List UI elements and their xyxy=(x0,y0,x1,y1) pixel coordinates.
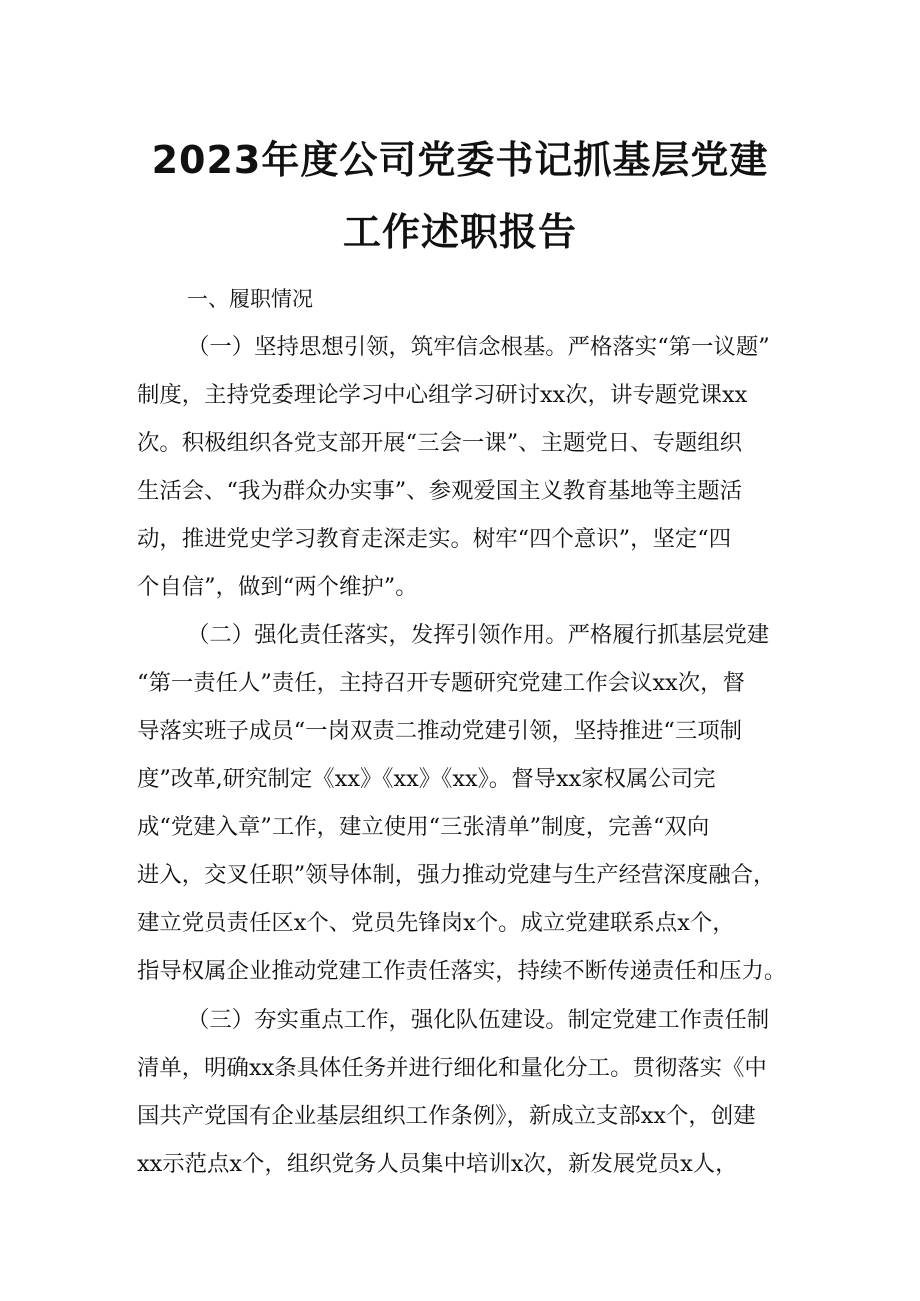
section-heading: 一、履职情况 xyxy=(187,287,313,311)
paragraph-1 xyxy=(137,323,797,611)
paragraph-line: 制度，主持党委理论学习中心组学习研讨xx次，讲专题党课xx xyxy=(137,382,748,408)
paragraph-line: 国共产党国有企业基层组织工作条例》，新成立支部xx个，创建 xyxy=(137,1103,756,1129)
paragraph-line: 生活会、“我为群众办实事”、参观爱国主义教育基地等主题活 xyxy=(137,478,743,504)
paragraph-line: 动，推进党史学习教育走深走实。树牢“四个意识”，坚定“四 xyxy=(137,526,732,552)
paragraph-line: “第一责任人”责任，主持召开专题研究党建工作会议xx次，督 xyxy=(137,670,745,696)
paragraph-line: （二）强化责任落实，发挥引领作用。严格履行抓基层党建 xyxy=(187,622,770,648)
paragraph-line: 个自信”，做到“两个维护”。 xyxy=(137,574,418,600)
paragraph-line: 度”改革,研究制定《xx》《xx》《xx》。督导xx家权属公司完 xyxy=(137,766,716,792)
paragraph-line: 清单，明确xx条具体任务并进行细化和量化分工。贯彻落实《中 xyxy=(137,1055,767,1081)
paragraph-line: 建立党员责任区x个、党员先锋岗x个。成立党建联系点x个， xyxy=(137,910,735,936)
document-title-line-2: 工作述职报告 xyxy=(342,210,577,254)
document-title-line-1: 2023年度公司党委书记抓基层党建 xyxy=(151,138,769,182)
paragraph-2 xyxy=(137,611,797,995)
paragraph-line: 次。积极组织各党支部开展“三会一课”、主题党日、专题组织 xyxy=(137,430,743,456)
paragraph-line: 进入，交叉任职”领导体制，强力推动党建与生产经营深度融合， xyxy=(137,862,776,888)
paragraph-line: xx示范点x个，组织党务人员集中培训x次，新发展党员x人， xyxy=(137,1151,738,1177)
paragraph-3 xyxy=(137,996,797,1188)
paragraph-line: （一）坚持思想引领，筑牢信念根基。严格落实“第一议题” xyxy=(187,334,770,360)
paragraph-line: 指导权属企业推动党建工作责任落实，持续不断传递责任和压力。 xyxy=(137,958,787,984)
paragraph-line: 导落实班子成员“一岗双责二推动党建引领，坚持推进“三项制 xyxy=(137,718,743,744)
paragraph-line: （三）夯实重点工作，强化队伍建设。制定党建工作责任制 xyxy=(187,1007,770,1033)
paragraph-line: 成“党建入章”工作，建立使用“三张清单”制度，完善“双向 xyxy=(137,814,710,840)
